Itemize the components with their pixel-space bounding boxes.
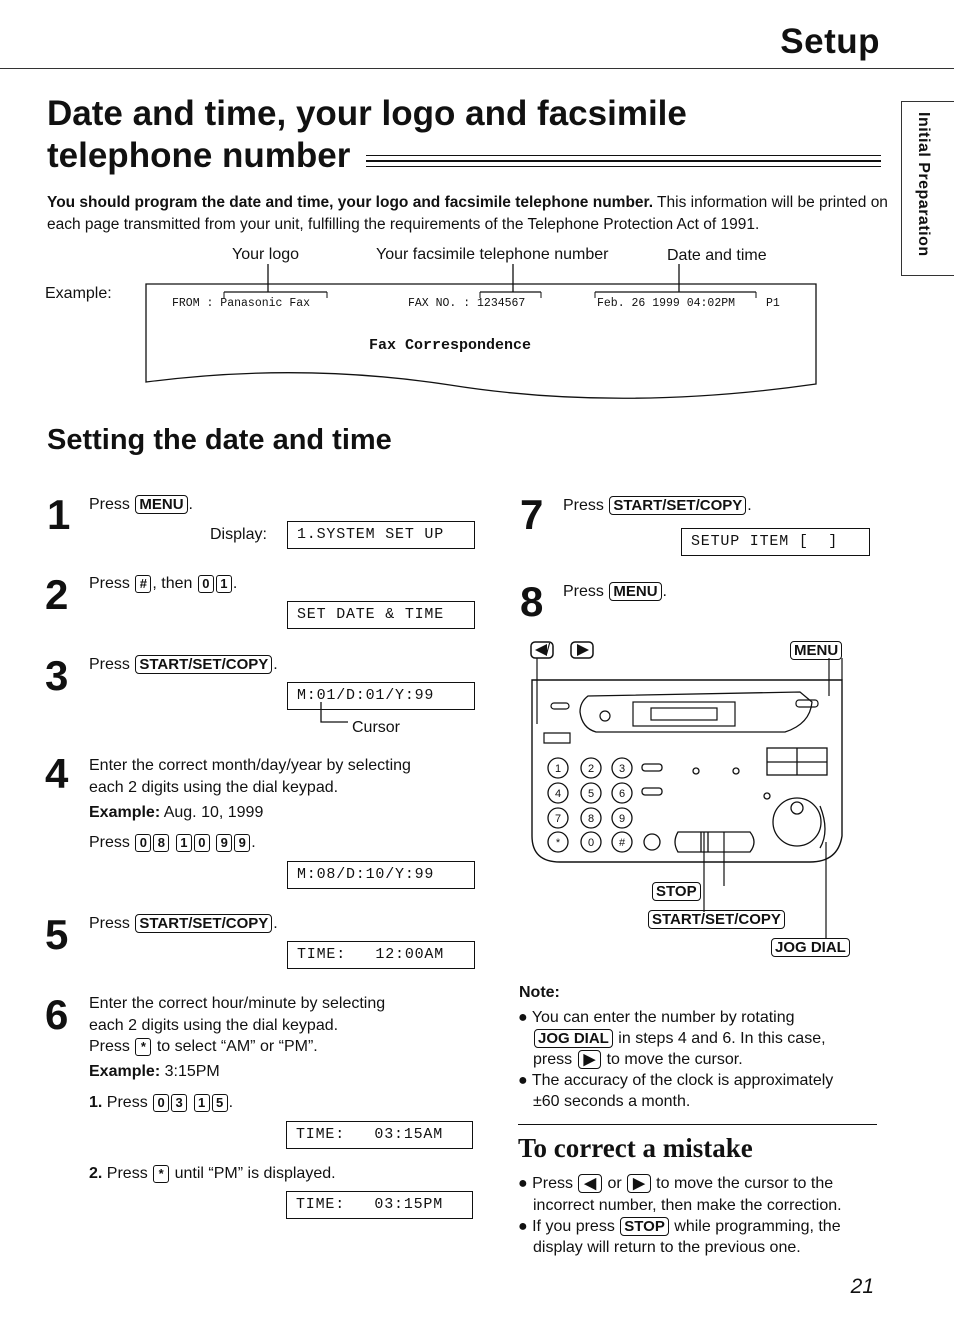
keypad-3: 3 bbox=[618, 763, 626, 775]
start-set-copy-key: START/SET/COPY bbox=[648, 910, 785, 929]
example-page: P1 bbox=[766, 297, 780, 310]
step-number: 3 bbox=[45, 652, 69, 699]
key-0: 0 bbox=[153, 1094, 169, 1112]
step-number: 5 bbox=[45, 911, 69, 958]
example-value: 3:15PM bbox=[164, 1063, 220, 1080]
example-label: Example: bbox=[45, 285, 112, 302]
jog-dial-key: JOG DIAL bbox=[771, 938, 850, 957]
start-set-copy-key: START/SET/COPY bbox=[609, 496, 746, 515]
lcd-display: TIME: 03:15PM bbox=[286, 1191, 473, 1219]
correct-text: If you press bbox=[532, 1218, 615, 1235]
section-title: Setting the date and time bbox=[47, 424, 392, 456]
press-label: Press bbox=[89, 656, 130, 673]
step4-text1: Enter the correct month/day/year by selecting bbox=[89, 757, 411, 774]
example-sheet-lines bbox=[0, 0, 954, 420]
caption-fax-number: Your facsimile telephone number bbox=[376, 246, 609, 263]
menu-key: MENU bbox=[790, 641, 842, 660]
jog-dial-key: JOG DIAL bbox=[534, 1029, 613, 1048]
correct-bullet-2-line2: display will return to the previous one. bbox=[533, 1239, 801, 1256]
cursor-pointer-line bbox=[310, 700, 350, 730]
press-label: Press bbox=[563, 583, 604, 600]
lcd-display: SETUP ITEM [ ] bbox=[681, 528, 870, 556]
lcd-display: TIME: 03:15AM bbox=[286, 1121, 473, 1149]
correct-bullet-1-line2: incorrect number, then make the correction. bbox=[533, 1197, 842, 1214]
menu-key: MENU bbox=[135, 495, 187, 514]
until-pm-text: until “PM” is displayed. bbox=[174, 1165, 336, 1182]
step-number: 8 bbox=[520, 578, 544, 625]
then-label: , then bbox=[152, 575, 193, 592]
example-fax-number: FAX NO. : 1234567 bbox=[408, 297, 526, 310]
right-arrow-icon bbox=[577, 644, 589, 656]
intro-rest: This information will be printed on each page transmitted from your unit, fulfilling the requirements of the Telephone Protection Act of 1991. bbox=[47, 194, 888, 233]
press-label: Press bbox=[89, 1038, 130, 1055]
press-label: Press bbox=[89, 575, 130, 592]
press-label: Press bbox=[106, 1165, 148, 1182]
keypad-2: 2 bbox=[587, 763, 595, 775]
correct-text: to move the cursor to the bbox=[656, 1175, 834, 1192]
right-arrow-key: ▶ bbox=[578, 1050, 602, 1069]
step7-text: Press START/SET/COPY . bbox=[563, 497, 752, 514]
arrow-separator: / bbox=[546, 641, 551, 658]
correct-bullet-2: ● If you press STOP while programming, the bbox=[518, 1218, 841, 1235]
step2-text: Press # , then 0 1 . bbox=[89, 575, 238, 592]
step6-example bbox=[89, 1061, 220, 1082]
note-bullet-2-line2: ±60 seconds a month. bbox=[533, 1093, 691, 1110]
stop-key: STOP bbox=[652, 882, 701, 901]
key-1: 1 bbox=[194, 1094, 210, 1112]
correct-text: or bbox=[607, 1175, 622, 1192]
left-arrow-key: ◀ bbox=[578, 1174, 602, 1193]
press-label: Press bbox=[89, 496, 130, 513]
step6-sub2 bbox=[89, 1163, 336, 1184]
step8-text: Press MENU . bbox=[563, 583, 667, 600]
key-9: 9 bbox=[216, 834, 232, 852]
page-title-line2: telephone number bbox=[47, 136, 351, 175]
lcd-display: TIME: 12:00AM bbox=[287, 941, 475, 969]
cursor-label: Cursor bbox=[352, 719, 401, 736]
note-text: You can enter the number by rotating bbox=[531, 1009, 795, 1026]
star-key: * bbox=[135, 1038, 151, 1056]
lcd-display: 1.SYSTEM SET UP bbox=[287, 521, 475, 549]
menu-key: MENU bbox=[609, 582, 661, 601]
example-date: Feb. 26 1999 04:02PM bbox=[597, 297, 736, 310]
keypad-0: 0 bbox=[587, 837, 595, 849]
keypad-7: 7 bbox=[554, 813, 562, 825]
step4-text2: each 2 digits using the dial keypad. bbox=[89, 779, 339, 796]
step3-text: Press START/SET/COPY . bbox=[89, 656, 278, 673]
stop-key: STOP bbox=[620, 1217, 669, 1236]
key-5: 5 bbox=[212, 1094, 228, 1112]
note-text: to move the cursor. bbox=[606, 1051, 743, 1068]
step6-sub1: 1. Press 0 3 1 5 . bbox=[89, 1094, 234, 1111]
step6-text1: Enter the correct hour/minute by selecting bbox=[89, 995, 386, 1012]
step-number: 6 bbox=[45, 991, 69, 1038]
example-from: FROM : Panasonic Fax bbox=[172, 297, 311, 310]
press-label: Press bbox=[89, 915, 130, 932]
key-0: 0 bbox=[135, 834, 151, 852]
step5-text: Press START/SET/COPY . bbox=[89, 915, 278, 932]
key-8: 8 bbox=[153, 834, 169, 852]
note-text: press bbox=[533, 1051, 573, 1068]
keypad-8: 8 bbox=[587, 813, 595, 825]
key-1: 1 bbox=[216, 575, 232, 593]
key-9: 9 bbox=[234, 834, 250, 852]
note-bullet-2: ● The accuracy of the clock is approximately bbox=[518, 1072, 834, 1089]
keypad-9: 9 bbox=[618, 813, 626, 825]
example-value: Aug. 10, 1999 bbox=[163, 804, 264, 821]
step6-text3 bbox=[89, 1036, 318, 1057]
key-0: 0 bbox=[194, 834, 210, 852]
step4-keys: Press 0 8 1 0 9 9 . bbox=[89, 834, 256, 851]
caption-date-time: Date and time bbox=[667, 247, 767, 264]
correct-bullet-1: ● Press ◀ or ▶ to move the cursor to the bbox=[518, 1175, 834, 1192]
keypad-star: * bbox=[555, 837, 561, 849]
start-set-copy-key: START/SET/COPY bbox=[135, 655, 272, 674]
key-0: 0 bbox=[198, 575, 214, 593]
note-heading: Note: bbox=[519, 984, 560, 1001]
lcd-display: M:08/D:10/Y:99 bbox=[287, 861, 475, 889]
hash-key: # bbox=[135, 575, 151, 593]
example-label: Example: bbox=[89, 804, 161, 821]
side-tab-label: Initial Preparation bbox=[915, 112, 932, 257]
star-key: * bbox=[153, 1165, 169, 1183]
keypad-5: 5 bbox=[587, 788, 595, 800]
divider bbox=[518, 1124, 877, 1125]
lcd-display: M:01/D:01/Y:99 bbox=[287, 682, 475, 710]
section-header: Setup bbox=[780, 22, 880, 61]
right-arrow-key: ▶ bbox=[627, 1174, 651, 1193]
note-text: The accuracy of the clock is approximately bbox=[531, 1072, 834, 1089]
note-bullet-1-line3 bbox=[533, 1049, 743, 1070]
am-pm-text: to select “AM” or “PM”. bbox=[156, 1038, 318, 1055]
correct-heading: To correct a mistake bbox=[518, 1133, 753, 1163]
key-3: 3 bbox=[171, 1094, 187, 1112]
keypad-4: 4 bbox=[554, 788, 562, 800]
step1-text: Press MENU . bbox=[89, 496, 193, 513]
caption-logo: Your logo bbox=[232, 246, 300, 263]
note-bullet-1-line2 bbox=[533, 1028, 826, 1049]
page-title-line1: Date and time, your logo and facsimile bbox=[47, 94, 687, 133]
step4-example bbox=[89, 802, 263, 823]
step-number: 1 bbox=[47, 491, 71, 538]
sub-step-number: 1. bbox=[89, 1094, 103, 1111]
note-text: in steps 4 and 6. In this case, bbox=[618, 1030, 826, 1047]
press-label: Press bbox=[106, 1094, 148, 1111]
start-set-copy-key: START/SET/COPY bbox=[135, 914, 272, 933]
display-label: Display: bbox=[210, 526, 267, 543]
note-bullet-1: ● You can enter the number by rotating bbox=[518, 1009, 795, 1026]
step-number: 4 bbox=[45, 750, 69, 797]
press-label: Press bbox=[563, 497, 604, 514]
example-heading: Fax Correspondence bbox=[369, 337, 532, 354]
keypad-1: 1 bbox=[554, 763, 562, 775]
keypad-hash: # bbox=[618, 837, 626, 849]
step6-text2: each 2 digits using the dial keypad. bbox=[89, 1017, 339, 1034]
example-label: Example: bbox=[89, 1063, 161, 1080]
keypad-6: 6 bbox=[618, 788, 626, 800]
page-number: 21 bbox=[850, 1275, 874, 1298]
intro-bold: You should program the date and time, your logo and facsimile telephone number. bbox=[47, 194, 654, 211]
step-number: 2 bbox=[45, 571, 69, 618]
lcd-display: SET DATE & TIME bbox=[287, 601, 475, 629]
sub-step-number: 2. bbox=[89, 1165, 103, 1182]
correct-text: Press bbox=[532, 1175, 574, 1192]
key-1: 1 bbox=[176, 834, 192, 852]
press-label: Press bbox=[89, 834, 130, 851]
step-number: 7 bbox=[520, 491, 544, 538]
correct-text: while programming, the bbox=[674, 1218, 841, 1235]
